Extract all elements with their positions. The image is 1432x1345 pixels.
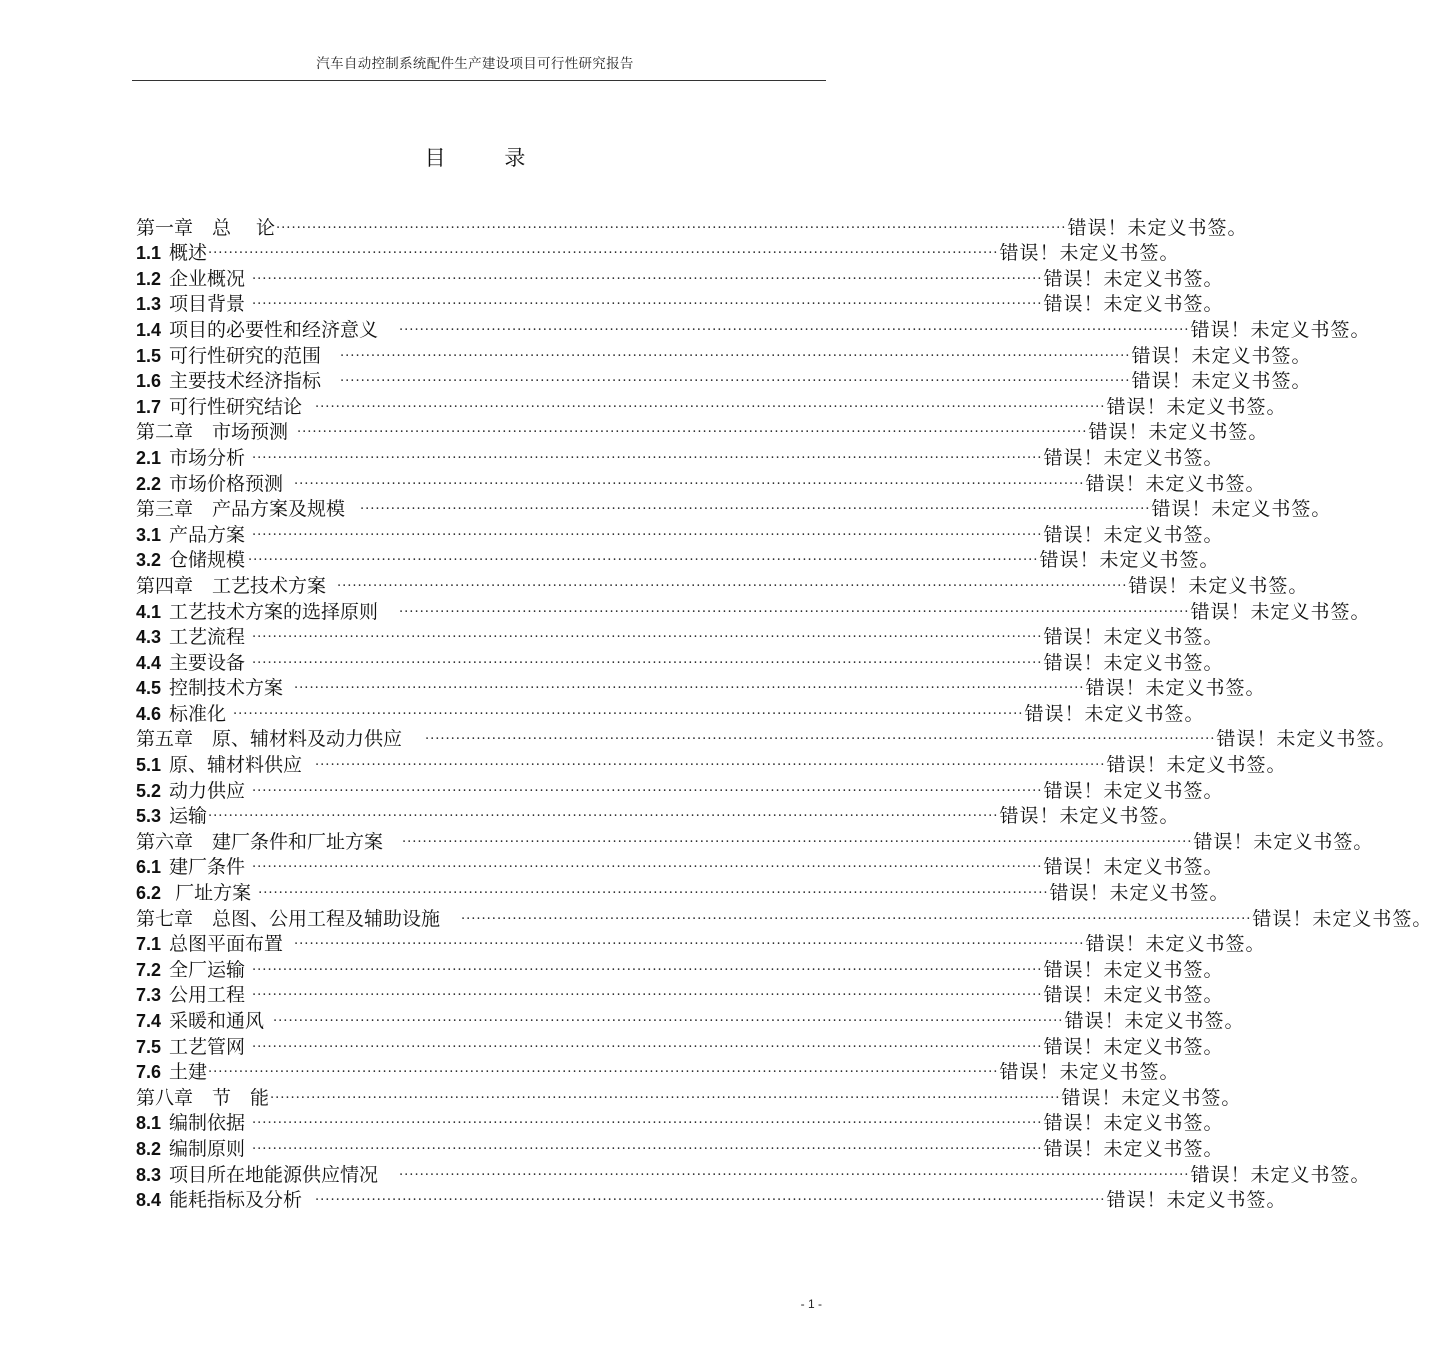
- toc-entry-label: [136, 703, 232, 725]
- toc-entry-page-ref: 错误！未定义书签。: [1043, 1112, 1224, 1135]
- toc-entry[interactable]: [136, 1109, 1224, 1135]
- toc-entry-text: 土建: [169, 1061, 208, 1084]
- toc-dot-leader: ..........................................................................................................................................................: [402, 830, 1193, 846]
- toc-dot-leader: ..........................................................................................................................................................: [360, 498, 1151, 514]
- toc-entry-number: 1.2: [136, 268, 162, 289]
- toc-entry-label: [136, 984, 251, 1006]
- toc-entry-text: 采暖和通风: [169, 1010, 265, 1032]
- toc-entry[interactable]: [136, 1134, 1224, 1160]
- toc-dot-leader: ..........................................................................................................................................................: [337, 574, 1128, 590]
- toc-dot-leader: ..........................................................................................................................................................: [297, 421, 1088, 437]
- toc-entry[interactable]: [136, 1083, 1242, 1109]
- toc-entry-text: 主要技术经济指标: [169, 370, 322, 393]
- toc-dot-leader: ..........................................................................................................................................................: [252, 779, 1043, 795]
- toc-dot-leader: ..........................................................................................................................................................: [315, 1189, 1106, 1205]
- toc-entry-number: 1.4: [136, 319, 162, 340]
- toc-entry-label: [136, 396, 314, 418]
- toc-entry-page-ref: 错误！未定义书签。: [1043, 779, 1224, 802]
- toc-entry[interactable]: [136, 648, 1224, 674]
- toc-entry-text: 运输: [169, 805, 208, 828]
- toc-entry-page-ref: 错误！未定义书签。: [1190, 1163, 1371, 1186]
- toc-entry-label: [136, 524, 251, 546]
- toc-entry-text: 控制技术方案: [169, 677, 284, 700]
- toc-entry-text: 公用工程: [169, 984, 246, 1007]
- toc-entry-page-ref: 错误！未定义书签。: [999, 1061, 1180, 1084]
- toc-entry-number: 7.4: [136, 1011, 162, 1031]
- toc-entry[interactable]: [136, 981, 1224, 1007]
- toc-entry-number: 4.6: [136, 703, 162, 724]
- toc-entry-text: 第八章 节 能: [136, 1086, 270, 1109]
- toc-entry-text: 第七章 总图、公用工程及辅助设施: [136, 907, 441, 930]
- toc-entry-page-ref: 错误！未定义书签。: [1106, 1189, 1287, 1212]
- toc-entry-label: [136, 575, 336, 597]
- toc-entry-page-ref: 错误！未定义书签。: [1131, 370, 1312, 393]
- toc-entry-page-ref: 错误！未定义书签。: [1043, 293, 1224, 316]
- toc-entry-page-ref: 错误！未定义书签。: [999, 242, 1180, 265]
- toc-dot-leader: ..........................................................................................................................................................: [340, 344, 1131, 360]
- toc-entry-label: [136, 1036, 251, 1058]
- toc-entry-number: 8.3: [136, 1164, 162, 1185]
- toc-dot-leader: ..........................................................................................................................................................: [276, 216, 1067, 232]
- toc-entry-page-ref: 错误！未定义书签。: [1043, 958, 1224, 981]
- toc-entry-number: 1.6: [136, 371, 162, 392]
- toc-dot-leader: ..........................................................................................................................................................: [233, 702, 1024, 718]
- toc-dot-leader: ..........................................................................................................................................................: [273, 1010, 1064, 1025]
- toc-entry-text: 项目背景: [169, 293, 246, 316]
- toc-entry-number: 4.1: [136, 601, 162, 622]
- toc-entry-label: [136, 933, 293, 955]
- toc-entry[interactable]: [136, 341, 1312, 367]
- toc-entry[interactable]: [136, 290, 1224, 316]
- toc-entry-number: 7.2: [136, 959, 162, 980]
- toc-entry[interactable]: [136, 520, 1224, 546]
- toc-entry-label: [136, 1138, 251, 1160]
- toc-entry-page-ref: 错误！未定义书签。: [1252, 907, 1432, 930]
- toc-entry-label: [136, 677, 293, 699]
- toc-entry[interactable]: [136, 1058, 1180, 1084]
- toc-entry-label: [136, 1189, 314, 1211]
- toc-entry-label: [136, 882, 257, 904]
- toc-entry-page-ref: 错误！未定义书签。: [1043, 1137, 1224, 1160]
- toc-entry-page-ref: 错误！未定义书签。: [1085, 677, 1266, 700]
- toc-entry[interactable]: [136, 699, 1205, 725]
- page-number: - 1 -: [800, 1297, 822, 1311]
- toc-entry-text: 建厂条件: [169, 856, 246, 879]
- toc-entry-text: 动力供应: [169, 779, 246, 802]
- toc-dot-leader: ..........................................................................................................................................................: [399, 1163, 1190, 1179]
- toc-entry-number: 8.1: [136, 1113, 162, 1134]
- toc-entry-number: 1.5: [136, 345, 162, 366]
- toc-entry-text: 第二章 市场预测: [136, 421, 289, 444]
- toc-entry[interactable]: [136, 1186, 1287, 1212]
- toc-entry[interactable]: [136, 623, 1224, 649]
- toc-entry-page-ref: 错误！未定义书签。: [1067, 216, 1248, 239]
- toc-entry-number: 5.3: [136, 806, 162, 827]
- toc-entry-text: 第一章 总 论: [136, 216, 276, 239]
- toc-dot-leader: ..........................................................................................................................................................: [399, 600, 1190, 616]
- toc-entry-number: 4.3: [136, 627, 162, 648]
- toc-entry[interactable]: [136, 597, 1371, 623]
- toc-entry[interactable]: [136, 1032, 1224, 1058]
- toc-entry-page-ref: 错误！未定义书签。: [1043, 651, 1224, 674]
- toc-entry-page-ref: 错误！未定义书签。: [1151, 498, 1332, 521]
- toc-entry-number: 8.4: [136, 1190, 162, 1211]
- table-of-contents: [136, 213, 1432, 1212]
- toc-entry-label: [136, 319, 398, 341]
- toc-entry-label: [136, 601, 398, 623]
- toc-entry-number: 2.1: [136, 447, 162, 468]
- toc-entry-text: 总图平面布置: [169, 933, 284, 956]
- toc-entry-page-ref: 错误！未定义书签。: [999, 805, 1180, 828]
- toc-entry-page-ref: 错误！未定义书签。: [1216, 728, 1397, 751]
- toc-dot-leader: ..........................................................................................................................................................: [252, 1035, 1043, 1051]
- toc-entry-text: 编制原则: [169, 1137, 246, 1160]
- toc-entry-text: 第五章 原、辅材料及动力供应: [136, 728, 403, 751]
- toc-entry[interactable]: [136, 239, 1180, 265]
- toc-dot-leader: ..........................................................................................................................................................: [252, 626, 1043, 642]
- toc-entry-text: 市场价格预测: [169, 472, 284, 495]
- toc-entry-label: [136, 754, 314, 776]
- toc-entry-label: [136, 780, 251, 802]
- toc-entry-number: 1.3: [136, 294, 162, 315]
- toc-entry[interactable]: [136, 571, 1309, 597]
- toc-dot-leader: ..........................................................................................................................................................: [294, 472, 1085, 488]
- toc-entry-text: 产品方案: [169, 523, 246, 546]
- toc-entry-label: [136, 908, 460, 930]
- toc-entry-text: 可行性研究结论: [169, 395, 303, 418]
- toc-entry-text: 第四章 工艺技术方案: [136, 574, 327, 597]
- toc-entry[interactable]: [136, 418, 1269, 444]
- toc-dot-leader: ..........................................................................................................................................................: [315, 754, 1106, 770]
- toc-entry-number: 8.2: [136, 1138, 162, 1159]
- toc-entry-label: [136, 831, 401, 853]
- toc-entry-text: 标准化: [169, 702, 227, 725]
- toc-entry-number: 3.2: [136, 550, 162, 571]
- toc-entry[interactable]: [136, 750, 1287, 777]
- toc-entry-label: [136, 217, 275, 239]
- running-header: 汽车自动控制系统配件生产建设项目可行性研究报告: [316, 56, 634, 72]
- toc-entry[interactable]: [136, 443, 1224, 469]
- toc-entry-label: [136, 421, 296, 443]
- toc-entry-number: 6.2: [136, 883, 162, 904]
- toc-entry-label: [136, 959, 251, 981]
- toc-dot-leader: ..........................................................................................................................................................: [208, 242, 999, 258]
- toc-entry-number: 7.6: [136, 1062, 162, 1083]
- toc-entry-page-ref: 错误！未定义书签。: [1128, 574, 1309, 597]
- toc-dot-leader: ..........................................................................................................................................................: [252, 267, 1043, 283]
- toc-entry[interactable]: [136, 878, 1230, 905]
- toc-entry-page-ref: 错误！未定义书签。: [1193, 830, 1374, 853]
- toc-entry-number: 5.1: [136, 755, 162, 776]
- toc-entry-text: 概述: [169, 242, 208, 265]
- toc-dot-leader: ..........................................................................................................................................................: [252, 293, 1043, 309]
- toc-dot-leader: ..........................................................................................................................................................: [208, 805, 999, 821]
- toc-entry-text: 厂址方案: [169, 882, 252, 905]
- toc-entry-label: [136, 1087, 269, 1109]
- toc-entry-number: 7.3: [136, 985, 162, 1006]
- toc-dot-leader: ..........................................................................................................................................................: [294, 677, 1085, 693]
- toc-entry-number: 7.5: [136, 1036, 162, 1057]
- toc-dot-leader: ..........................................................................................................................................................: [252, 1137, 1043, 1153]
- toc-entry-text: 主要设备: [169, 651, 246, 674]
- toc-entry-text: 工艺流程: [169, 626, 246, 649]
- toc-entry-page-ref: 错误！未定义书签。: [1043, 856, 1224, 879]
- toc-dot-leader: ..........................................................................................................................................................: [252, 446, 1043, 462]
- toc-entry[interactable]: [136, 213, 1248, 239]
- toc-entry-label: [136, 1112, 251, 1134]
- header-rule: [132, 80, 826, 81]
- toc-dot-leader: ..........................................................................................................................................................: [258, 882, 1049, 898]
- toc-entry-page-ref: 错误！未定义书签。: [1190, 600, 1371, 623]
- toc-entry-page-ref: 错误！未定义书签。: [1085, 933, 1266, 956]
- toc-entry-number: 4.4: [136, 652, 162, 673]
- toc-entry[interactable]: [136, 1160, 1371, 1186]
- toc-entry[interactable]: [136, 955, 1224, 981]
- toc-entry[interactable]: [136, 802, 1180, 828]
- toc-entry[interactable]: [136, 674, 1266, 700]
- toc-dot-leader: ..........................................................................................................................................................: [340, 370, 1131, 386]
- toc-entry-number: 7.1: [136, 934, 162, 955]
- toc-dot-leader: ..........................................................................................................................................................: [461, 907, 1252, 923]
- toc-entry-number: 1.1: [136, 243, 162, 264]
- toc-entry[interactable]: [136, 904, 1432, 930]
- toc-dot-leader: ..........................................................................................................................................................: [294, 933, 1085, 949]
- toc-entry-page-ref: 错误！未定义书签。: [1043, 626, 1224, 649]
- toc-dot-leader: ..........................................................................................................................................................: [252, 523, 1043, 539]
- toc-entry-number: 5.2: [136, 780, 162, 801]
- toc-entry-label: [136, 626, 251, 648]
- toc-entry-page-ref: 错误！未定义书签。: [1043, 446, 1224, 469]
- toc-entry-page-ref: 错误！未定义书签。: [1049, 882, 1230, 905]
- toc-entry-text: 能耗指标及分析: [169, 1189, 303, 1212]
- toc-entry-label: [136, 345, 339, 367]
- toc-entry-label: [136, 805, 207, 827]
- toc-entry[interactable]: [136, 469, 1266, 495]
- toc-entry-label: [136, 498, 359, 520]
- toc-entry-text: 项目的必要性和经济意义: [169, 318, 379, 341]
- toc-entry[interactable]: [136, 315, 1371, 341]
- toc-entry-label: [136, 293, 251, 315]
- toc-entry-label: [136, 856, 251, 878]
- toc-entry-label: [136, 549, 247, 571]
- toc-dot-leader: ..........................................................................................................................................................: [252, 984, 1043, 1000]
- toc-entry-text: 项目所在地能源供应情况: [169, 1163, 379, 1186]
- toc-entry-label: [136, 1010, 272, 1032]
- toc-dot-leader: ..........................................................................................................................................................: [315, 395, 1106, 411]
- toc-entry-number: 2.2: [136, 473, 162, 494]
- toc-entry-number: 3.1: [136, 524, 162, 545]
- toc-dot-leader: ..........................................................................................................................................................: [252, 651, 1043, 667]
- toc-entry-page-ref: 错误！未定义书签。: [1085, 472, 1266, 495]
- toc-entry-label: [136, 728, 424, 750]
- toc-entry-number: 6.1: [136, 857, 162, 878]
- toc-entry-text: 市场分析: [169, 446, 246, 469]
- toc-entry[interactable]: [136, 776, 1224, 802]
- toc-entry-text: 可行性研究的范围: [169, 344, 322, 367]
- toc-entry-page-ref: 错误！未定义书签。: [1043, 523, 1224, 546]
- toc-entry-label: [136, 1164, 398, 1186]
- toc-entry-page-ref: 错误！未定义书签。: [1088, 421, 1269, 444]
- toc-entry-page-ref: 错误！未定义书签。: [1131, 344, 1312, 367]
- toc-dot-leader: ..........................................................................................................................................................: [425, 728, 1216, 744]
- toc-entry-label: [136, 268, 251, 290]
- toc-dot-leader: ..........................................................................................................................................................: [252, 856, 1043, 872]
- toc-entry-text: 原、辅材料供应: [169, 754, 303, 777]
- toc-dot-leader: ..........................................................................................................................................................: [252, 1112, 1043, 1128]
- toc-entry-label: [136, 473, 293, 495]
- toc-entry[interactable]: [136, 495, 1332, 521]
- toc-entry-label: [136, 370, 339, 392]
- toc-dot-leader: ..........................................................................................................................................................: [208, 1061, 999, 1077]
- toc-entry-text: 第三章 产品方案及规模: [136, 498, 346, 521]
- toc-entry[interactable]: [136, 853, 1224, 879]
- toc-entry-number: 1.7: [136, 396, 162, 417]
- toc-entry[interactable]: [136, 546, 1220, 572]
- toc-entry-page-ref: 错误！未定义书签。: [1024, 702, 1205, 725]
- toc-entry-text: 工艺技术方案的选择原则: [169, 600, 379, 623]
- toc-entry[interactable]: [136, 1006, 1245, 1032]
- toc-entry[interactable]: [136, 264, 1224, 290]
- toc-dot-leader: ..........................................................................................................................................................: [270, 1086, 1061, 1102]
- toc-entry[interactable]: [136, 367, 1312, 393]
- toc-entry[interactable]: [136, 827, 1374, 853]
- toc-entry-page-ref: 错误！未定义书签。: [1064, 1010, 1245, 1032]
- toc-entry-number: 4.5: [136, 678, 162, 699]
- toc-entry-text: 全厂运输: [169, 958, 246, 981]
- toc-entry-label: [136, 1061, 207, 1083]
- toc-entry[interactable]: [136, 725, 1397, 751]
- toc-entry-text: 编制依据: [169, 1112, 246, 1135]
- toc-entry-page-ref: 错误！未定义书签。: [1043, 1035, 1224, 1058]
- toc-entry-text: 企业概况: [169, 267, 246, 290]
- toc-entry[interactable]: [136, 392, 1287, 418]
- toc-entry-page-ref: 错误！未定义书签。: [1043, 984, 1224, 1007]
- toc-entry-page-ref: 错误！未定义书签。: [1043, 267, 1224, 290]
- toc-entry-label: [136, 242, 207, 264]
- toc-entry-page-ref: 错误！未定义书签。: [1039, 549, 1220, 572]
- toc-entry-label: [136, 652, 251, 674]
- toc-entry-page-ref: 错误！未定义书签。: [1106, 754, 1287, 777]
- toc-dot-leader: ..........................................................................................................................................................: [399, 318, 1190, 334]
- toc-entry-page-ref: 错误！未定义书签。: [1106, 395, 1287, 418]
- toc-entry-page-ref: 错误！未定义书签。: [1061, 1086, 1242, 1109]
- toc-entry-text: 第六章 建厂条件和厂址方案: [136, 830, 384, 853]
- toc-entry-page-ref: 错误！未定义书签。: [1190, 318, 1371, 341]
- toc-entry-text: 工艺管网: [169, 1035, 246, 1058]
- toc-dot-leader: ..........................................................................................................................................................: [252, 958, 1043, 974]
- toc-entry-label: [136, 447, 251, 469]
- toc-entry[interactable]: [136, 930, 1266, 956]
- toc-title: 目 录: [424, 146, 552, 170]
- toc-entry-text: 仓储规模: [169, 549, 246, 572]
- toc-dot-leader: ..........................................................................................................................................................: [248, 549, 1039, 565]
